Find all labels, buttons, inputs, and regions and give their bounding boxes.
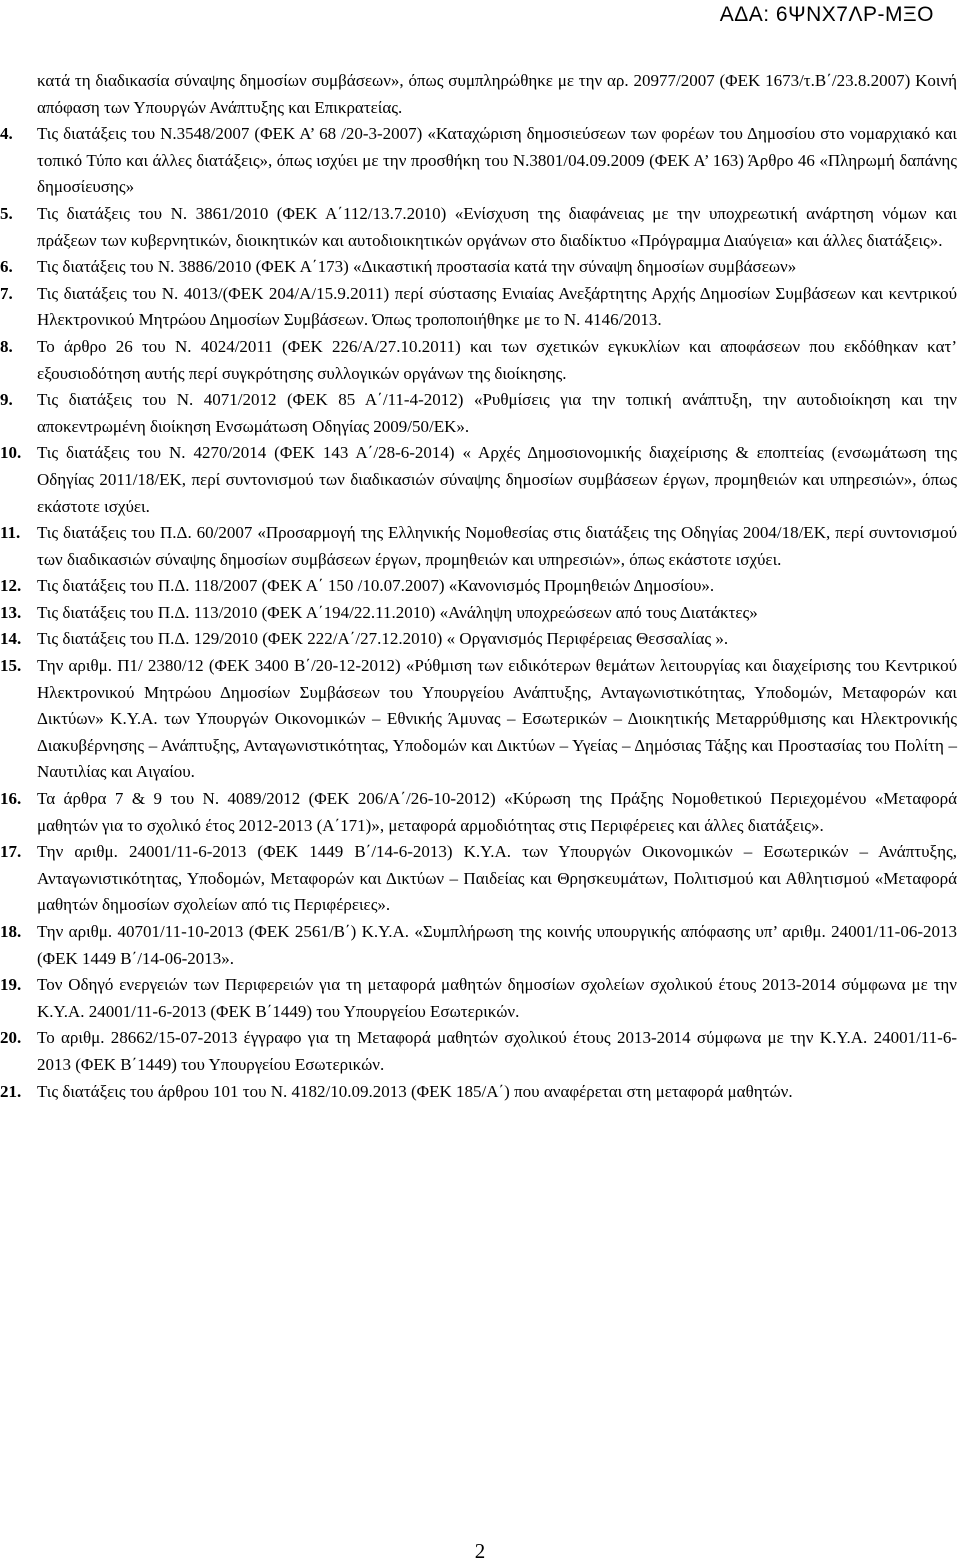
list-item-text: Τις διατάξεις του Π.Δ. 113/2010 (ΦΕΚ Α΄194/22.11.2010) «Ανάληψη υποχρεώσεων από τους Διατάκτες» bbox=[37, 602, 758, 622]
list-item bbox=[0, 1025, 957, 1078]
list-item-text: Την αριθμ. 40701/11-10-2013 (ΦΕΚ 2561/Β΄) Κ.Υ.Α. «Συμπλήρωση της κοινής υπουργικής απόφασης υπ’ αριθμ. 24001/11-06-2013 (ΦΕΚ 1449 Β΄/14-06-2013». bbox=[37, 922, 957, 968]
list-item-number: 13. bbox=[0, 602, 22, 622]
list-item-number: 9. bbox=[0, 390, 13, 410]
list-item-text: Τον Οδηγό ενεργειών των Περιφερειών για τη μεταφορά μαθητών δημοσίων σχολείων σχολικού έτους 2013-2014 σύμφωνα με την Κ.Υ.Α. 24001/11-6-2013 (ΦΕΚ Β΄1449) του Υπουργείου Εσωτερικών. bbox=[37, 975, 957, 1021]
list-item-number: 19. bbox=[0, 975, 22, 995]
list-item bbox=[0, 653, 957, 786]
intro-continuation: κατά τη διαδικασία σύναψης δημοσίων συμβάσεων», όπως συμπληρώθηκε με την αρ. 20977/2007 (ΦΕΚ 1673/τ.Β΄/23.8.2007) Κοινή απόφαση των Υπουργών Ανάπτυξης και Επικρατείας. bbox=[37, 71, 957, 117]
list-item-number: 10. bbox=[0, 443, 22, 463]
list-item-number: 14. bbox=[0, 629, 22, 649]
list-item bbox=[0, 972, 957, 1025]
list-item-text: Τις διατάξεις του Π.Δ. 60/2007 «Προσαρμογή της Ελληνικής Νομοθεσίας στις διατάξεις της Οδηγίας 2004/18/ΕΚ, περί συντονισμού των διαδικασιών σύναψης δημοσίων συμβάσεων έργων, προμηθειών και υπηρεσιών», όπως εκάστοτε ισχύει. bbox=[37, 523, 957, 569]
list-item bbox=[0, 626, 957, 653]
list-item-text: Την αριθμ. Π1/ 2380/12 (ΦΕΚ 3400 Β΄/20-12-2012) «Ρύθμιση των ειδικότερων θεμάτων λειτουργίας και διαχείρισης του Κεντρικού Ηλεκτρονικού Μητρώου Δημοσίων Συμβάσεων του Υπουργείου Ανάπτυξης, Ανταγωνιστικότητας, Υποδομών, Μεταφορών και Δικτύων» Κ.Υ.Α. των Υπουργών Οικονομικών – Εθνικής Άμυνας – Εσωτερικών – Διοικητικής Μεταρρύθμισης και Ηλεκτρονικής Διακυβέρνησης – Ανάπτυξης, Ανταγωνιστικότητας, Υποδομών και Δικτύων – Υγείας – Δημόσιας Τάξης και Προστασίας του Πολίτη – Ναυτιλίας και Αιγαίου. bbox=[37, 656, 957, 782]
list-item-number: 6. bbox=[0, 257, 13, 277]
list-item-number: 5. bbox=[0, 203, 13, 223]
list-item bbox=[0, 786, 957, 839]
document-body bbox=[0, 68, 957, 1105]
list-item-number: 15. bbox=[0, 656, 22, 676]
list-item-text: Την αριθμ. 24001/11-6-2013 (ΦΕΚ 1449 Β΄/14-6-2013) Κ.Υ.Α. των Υπουργών Οικονομικών – Εσωτερικών – Ανάπτυξης, Ανταγωνιστικότητας, Υποδομών, Μεταφορών και Δικτύων – Παιδείας και Θρησκευμάτων, Πολιτισμού και Αθλητισμού «Μεταφορά μαθητών δημοσίων σχολείων από τις Περιφέρειες». bbox=[37, 842, 957, 915]
list-item bbox=[0, 839, 957, 919]
list-item-text: Τις διατάξεις του Π.Δ. 118/2007 (ΦΕΚ Α΄ 150 /10.07.2007) «Κανονισμός Προμηθειών Δημοσίου». bbox=[37, 576, 715, 596]
list-item bbox=[0, 919, 957, 972]
list-item-text: Τις διατάξεις του άρθρου 101 του Ν. 4182/10.09.2013 (ΦΕΚ 185/Α΄) που αναφέρεται στη μεταφορά μαθητών. bbox=[37, 1081, 793, 1101]
list-item bbox=[0, 520, 957, 573]
list-item-text: Τις διατάξεις του Ν. 3886/2010 (ΦΕΚ Α΄173) «Δικαστική προστασία κατά την σύναψη δημοσίων συμβάσεων» bbox=[37, 257, 797, 277]
list-item-number: 7. bbox=[0, 283, 13, 303]
list-item bbox=[0, 201, 957, 254]
list-item-text: Τις διατάξεις του Π.Δ. 129/2010 (ΦΕΚ 222/Α΄/27.12.2010) « Οργανισμός Περιφέρειας Θεσσαλίας ». bbox=[37, 629, 729, 649]
legal-references-list bbox=[0, 121, 957, 1105]
list-item-text: Τις διατάξεις του Ν. 4013/(ΦΕΚ 204/Α/15.9.2011) περί σύστασης Ενιαίας Ανεξάρτητης Αρχής Δημοσίων Συμβάσεων και κεντρικού Ηλεκτρονικού Μητρώου Δημοσίων Συμβάσεων. Όπως τροποποιήθηκε με το Ν. 4146/2013. bbox=[37, 283, 957, 330]
list-item-text: Το αριθμ. 28662/15-07-2013 έγγραφο για τη Μεταφορά μαθητών σχολικού έτους 2013-2014 σύμφωνα με την Κ.Υ.Α. 24001/11-6-2013 (ΦΕΚ Β΄1449) του Υπουργείου Εσωτερικών. bbox=[37, 1028, 957, 1074]
list-item-number: 17. bbox=[0, 842, 22, 862]
list-item bbox=[0, 1079, 957, 1106]
ada-code-header: ΑΔΑ: 6ΨΝΧ7ΛΡ-ΜΞΟ bbox=[719, 3, 934, 26]
list-item-text: Τις διατάξεις του Ν. 3861/2010 (ΦΕΚ Α΄112/13.7.2010) «Ενίσχυση της διαφάνειας με την υποχρεωτική ανάρτηση νόμων και πράξεων των κυβερνητικών, διοικητικών και αυτοδιοικητικών οργάνων στο διαδίκτυο «Πρόγραμμα Διαύγεια» και άλλες διατάξεις». bbox=[37, 203, 957, 250]
list-item-text: Τις διατάξεις του Ν. 4270/2014 (ΦΕΚ 143 Α΄/28-6-2014) « Αρχές Δημοσιονομικής διαχείρισης & εποπτείας (ενσωμάτωση της Οδηγίας 2011/18/ΕΚ, περί συντονισμού των διαδικασιών σύναψης δημοσίων συμβάσεων έργων, προμηθειών και υπηρεσιών», όπως εκάστοτε ισχύει. bbox=[37, 443, 957, 516]
list-item-number: 18. bbox=[0, 922, 22, 941]
list-item bbox=[0, 387, 957, 440]
list-item-number: 12. bbox=[0, 576, 22, 596]
list-item-number: 20. bbox=[0, 1028, 22, 1048]
list-item bbox=[0, 334, 957, 387]
list-item-number: 8. bbox=[0, 336, 13, 356]
list-item bbox=[0, 121, 957, 201]
list-item-number: 11. bbox=[0, 523, 21, 543]
list-item bbox=[0, 573, 957, 600]
list-item bbox=[0, 440, 957, 520]
list-item-text: Το άρθρο 26 του Ν. 4024/2011 (ΦΕΚ 226/Α/27.10.2011) και των σχετικών εγκυκλίων και αποφάσεων που εκδόθηκαν κατ’ εξουσιοδότηση αυτής περί συγκρότησης συλλογικών οργάνων της διοίκησης. bbox=[37, 336, 957, 383]
page-number: 2 bbox=[474, 1539, 486, 1563]
list-item-number: 16. bbox=[0, 789, 22, 809]
list-item-text: Τις διατάξεις του Ν. 4071/2012 (ΦΕΚ 85 Α΄/11-4-2012) «Ρυθμίσεις για την τοπική ανάπτυξη, την αυτοδιοίκηση και την αποκεντρωμένη διοίκηση Ενσωμάτωση Οδηγίας 2009/50/ΕΚ». bbox=[37, 390, 957, 436]
list-item-text: Τα άρθρα 7 & 9 του Ν. 4089/2012 (ΦΕΚ 206/Α΄/26-10-2012) «Κύρωση της Πράξης Νομοθετικού Περιεχομένου «Μεταφορά μαθητών για το σχολικό έτος 2012-2013 (Α΄171)», μεταφορά αρμοδιότητας στις Περιφέρειες και άλλες διατάξεις». bbox=[37, 789, 957, 835]
list-item bbox=[0, 254, 957, 281]
list-item bbox=[0, 281, 957, 334]
list-item bbox=[0, 600, 957, 627]
list-item-number: 21. bbox=[0, 1081, 22, 1101]
list-item-text: Τις διατάξεις του Ν.3548/2007 (ΦΕΚ Α’ 68 /20-3-2007) «Καταχώριση δημοσιεύσεων των φορέων του Δημοσίου στο νομαρχιακό και τοπικό Τύπο και άλλες διατάξεις», όπως ισχύει με την προσθήκη του Ν.3801/04.09.2009 (ΦΕΚ Α’ 163) Άρθρο 46 «Πληρωμή δαπάνης δημοσίευσης» bbox=[37, 124, 957, 197]
list-item-number: 4. bbox=[0, 124, 13, 144]
